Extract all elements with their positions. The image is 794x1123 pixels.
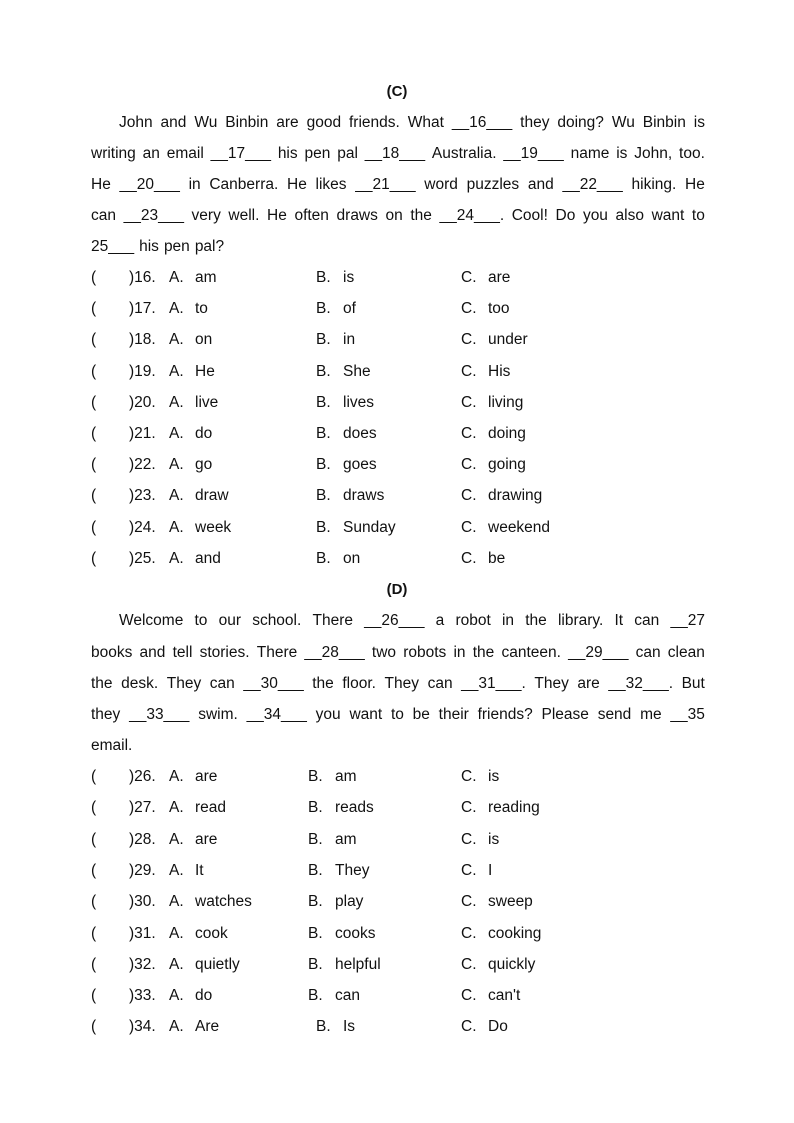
option-c-label: C. [461, 861, 477, 879]
option-b-text: of [343, 300, 356, 318]
answer-paren: ( [91, 425, 97, 442]
word: pen [163, 238, 190, 255]
word: want [651, 207, 685, 224]
option-a-text: week [195, 518, 232, 536]
option-c-text: cooking [488, 924, 542, 942]
word: can [635, 644, 661, 661]
option-a-label: A. [169, 456, 184, 474]
word: library. [557, 612, 604, 629]
option-c-text: I [488, 861, 493, 879]
word: the [312, 675, 334, 692]
option-b-label: B. [308, 799, 323, 817]
question-number: )19. [129, 362, 156, 380]
word: and [139, 644, 166, 661]
option-a-text: am [195, 269, 217, 286]
option-b-label: B. [316, 1018, 331, 1036]
word: good [306, 114, 342, 131]
question-number: )22. [129, 456, 156, 474]
option-c-label: C. [461, 487, 477, 505]
option-b-text: on [343, 549, 361, 567]
option-b-label: B. [308, 830, 323, 848]
option-c-text: is [488, 768, 500, 785]
answer-paren: ( [91, 549, 97, 567]
word: me [640, 706, 662, 723]
option-a-label: A. [169, 924, 184, 942]
option-c-label: C. [461, 425, 477, 442]
blank-26: __26___ [364, 612, 425, 629]
blank-29: __29___ [568, 644, 629, 661]
option-b-label: B. [308, 955, 323, 973]
word: But [681, 675, 705, 692]
word: robots [403, 644, 447, 661]
question-number: )27. [129, 799, 156, 817]
word: his [277, 145, 298, 162]
option-c-text: are [488, 269, 511, 286]
word: likes [315, 176, 347, 193]
option-a-label: A. [169, 300, 184, 318]
option-b-label: B. [316, 549, 331, 567]
question-number: )29. [129, 861, 156, 879]
option-a-text: on [195, 331, 213, 349]
word: the [410, 207, 432, 224]
option-c-text: Do [488, 1018, 508, 1036]
option-a-text: draw [195, 487, 229, 505]
answer-paren: ( [91, 300, 97, 318]
option-a-label: A. [169, 549, 184, 567]
option-b-label: B. [316, 393, 331, 411]
option-a-label: A. [169, 1018, 184, 1036]
option-c-label: C. [461, 456, 477, 474]
word: Australia. [431, 145, 497, 162]
blank-17: __17___ [210, 145, 271, 162]
word: well. [228, 207, 260, 224]
answer-paren: ( [91, 830, 97, 848]
blank-30: __30___ [243, 675, 304, 692]
blank-16: __16___ [451, 114, 513, 131]
answer-paren: ( [91, 893, 97, 911]
word: are [276, 114, 299, 131]
question-number: )21. [129, 425, 156, 442]
section-c-passage-line-5 [91, 237, 705, 257]
word: email [166, 145, 204, 162]
section-d-heading: (D) [386, 581, 408, 598]
word: desk. [121, 675, 159, 692]
option-c-text: His [488, 362, 511, 380]
answer-paren: ( [91, 393, 97, 411]
option-c-text: reading [488, 799, 540, 817]
word: Canberra. [209, 176, 279, 193]
option-b-text: am [335, 830, 357, 848]
option-a-label: A. [169, 362, 184, 380]
question-number: )31. [129, 924, 156, 942]
word: stories. [199, 644, 250, 661]
word: They [166, 675, 202, 692]
option-a-text: read [195, 799, 227, 817]
answer-paren: ( [91, 955, 97, 973]
option-b-text: can [335, 987, 360, 1005]
option-b-text: reads [335, 799, 374, 817]
blank-19: __19___ [503, 145, 564, 162]
option-a-text: do [195, 425, 213, 442]
option-b-label: B. [308, 861, 323, 879]
word: and [527, 176, 554, 193]
word: very [191, 207, 221, 224]
option-a-label: A. [169, 861, 184, 879]
answer-paren: ( [91, 799, 97, 817]
option-b-text: does [343, 425, 377, 442]
question-number: )24. [129, 518, 156, 536]
option-a-label: A. [169, 830, 184, 848]
word: pal? [194, 238, 225, 255]
word: friends? [477, 706, 533, 723]
option-c-text: under [488, 331, 528, 349]
word: name [570, 145, 610, 162]
option-a-label: A. [169, 425, 184, 442]
word: the [472, 644, 495, 661]
question-number: )30. [129, 893, 156, 911]
answer-paren: ( [91, 768, 97, 785]
option-b-label: B. [316, 456, 331, 474]
word: Wu [194, 114, 218, 131]
section-d-passage-line-1 [119, 611, 705, 631]
option-b-label: B. [316, 269, 331, 286]
option-a-label: A. [169, 987, 184, 1005]
word: the [91, 675, 113, 692]
option-b-label: B. [308, 987, 323, 1005]
option-c-text: living [488, 393, 524, 411]
blank-18: __18___ [364, 145, 426, 162]
blank-23: __23___ [123, 207, 184, 224]
option-b-label: B. [308, 893, 323, 911]
option-c-label: C. [461, 269, 477, 286]
option-a-text: do [195, 987, 213, 1005]
word: clean [667, 644, 705, 661]
word: John, [634, 145, 673, 162]
word: the [525, 612, 547, 629]
section-d-passage-line-4 [91, 705, 705, 725]
blank-31: __31___. [461, 675, 526, 692]
section-c-heading: (C) [386, 83, 408, 100]
question-number: )26. [129, 768, 156, 785]
blank-33: __33___ [129, 706, 190, 723]
word: It [614, 612, 624, 629]
word: doing? [557, 114, 604, 131]
option-b-text: lives [343, 393, 375, 411]
option-a-text: He [195, 362, 215, 380]
option-a-text: to [195, 300, 208, 318]
word: Please [541, 706, 589, 723]
word: also [615, 207, 644, 224]
blank-22: __22___ [562, 176, 623, 193]
question-number: )17. [129, 300, 156, 318]
question-number: )25. [129, 549, 156, 567]
option-a-text: are [195, 768, 218, 785]
option-b-text: Sunday [343, 518, 396, 536]
option-a-label: A. [169, 269, 184, 286]
option-b-text: in [343, 331, 356, 349]
option-c-label: C. [461, 955, 477, 973]
question-number: )20. [129, 393, 156, 411]
option-c-label: C. [461, 549, 477, 567]
word: floor. [342, 675, 376, 692]
option-c-label: C. [461, 518, 477, 536]
section-d-passage-line-5 [91, 736, 705, 756]
option-a-label: A. [169, 768, 184, 785]
word: to [691, 207, 705, 224]
option-a-label: A. [169, 955, 184, 973]
word: There [256, 644, 298, 661]
word: often [294, 207, 329, 224]
word: There [312, 612, 353, 629]
word: pal [337, 145, 358, 162]
answer-paren: ( [91, 924, 97, 942]
section-c-passage-line-1 [119, 113, 705, 133]
section-d-passage-line-3 [91, 674, 705, 694]
word: Binbin [642, 114, 686, 131]
option-a-label: A. [169, 331, 184, 349]
word: Binbin [225, 114, 269, 131]
word: is [693, 114, 705, 131]
section-c-passage-line-3 [91, 175, 705, 195]
blank-27: __27 [670, 612, 705, 629]
answer-paren: ( [91, 331, 97, 349]
answer-paren: ( [91, 861, 97, 879]
option-a-text: It [195, 861, 204, 879]
option-c-text: too [488, 300, 510, 318]
blank-20: __20___ [119, 176, 180, 193]
word: they [520, 114, 550, 131]
option-a-label: A. [169, 518, 184, 536]
section-c-passage-line-4 [91, 206, 705, 226]
option-c-text: can't [488, 987, 521, 1005]
word: in [188, 176, 201, 193]
word: to [390, 706, 404, 723]
answer-paren: ( [91, 487, 97, 505]
option-a-text: cook [195, 924, 228, 942]
question-number: )23. [129, 487, 156, 505]
option-a-text: watches [195, 893, 252, 911]
option-c-text: drawing [488, 487, 543, 505]
word: send [597, 706, 632, 723]
option-a-text: live [195, 393, 219, 411]
option-c-label: C. [461, 799, 477, 817]
option-b-label: B. [316, 425, 331, 442]
question-number: )16. [129, 269, 156, 286]
blank-24: __24___. [439, 207, 505, 224]
option-c-text: doing [488, 425, 526, 442]
word: pen [304, 145, 331, 162]
option-b-text: They [335, 861, 370, 879]
word: a [435, 612, 445, 629]
word: What [407, 114, 444, 131]
question-number: )33. [129, 987, 156, 1005]
blank-25: 25___ [91, 238, 135, 255]
word: He [91, 176, 111, 193]
word: He [685, 176, 705, 193]
option-b-label: B. [316, 300, 331, 318]
option-b-text: Is [343, 1018, 356, 1036]
answer-paren: ( [91, 1018, 97, 1036]
word: two [371, 644, 397, 661]
word: to [194, 612, 208, 629]
word: swim. [198, 706, 238, 723]
word: books [91, 644, 133, 661]
word: can [427, 675, 453, 692]
word: school. [252, 612, 302, 629]
word: want [349, 706, 383, 723]
option-a-label: A. [169, 799, 184, 817]
word: can [209, 675, 235, 692]
option-c-text: is [488, 830, 500, 848]
option-b-label: B. [316, 331, 331, 349]
option-a-label: A. [169, 487, 184, 505]
option-a-text: and [195, 549, 221, 567]
option-b-label: B. [308, 768, 323, 785]
blank-35: __35 [670, 706, 705, 723]
option-b-text: helpful [335, 955, 381, 973]
word: their [438, 706, 469, 723]
blank-32: __32___. [608, 675, 674, 692]
answer-paren: ( [91, 456, 97, 474]
option-c-label: C. [461, 893, 477, 911]
option-b-text: is [343, 269, 355, 286]
word: on [385, 207, 403, 224]
option-b-label: B. [308, 924, 323, 942]
word: too. [679, 145, 705, 162]
option-c-label: C. [461, 924, 477, 942]
option-a-label: A. [169, 393, 184, 411]
option-c-text: quickly [488, 955, 536, 973]
option-c-label: C. [461, 300, 477, 318]
word: draws [336, 207, 378, 224]
blank-28: __28___ [304, 644, 365, 661]
answer-paren: ( [91, 269, 97, 286]
word: hiking. [631, 176, 677, 193]
option-b-label: B. [316, 518, 331, 536]
option-c-label: C. [461, 987, 477, 1005]
word: puzzles [466, 176, 520, 193]
option-c-label: C. [461, 331, 477, 349]
word: canteen. [501, 644, 561, 661]
answer-paren: ( [91, 362, 97, 380]
option-c-label: C. [461, 1018, 477, 1036]
option-a-text: quietly [195, 955, 240, 973]
option-b-label: B. [316, 487, 331, 505]
word: and [160, 114, 187, 131]
word: in [501, 612, 515, 629]
word: an [142, 145, 160, 162]
word: can [91, 207, 116, 224]
option-b-text: draws [343, 487, 385, 505]
word: our [218, 612, 242, 629]
option-c-label: C. [461, 362, 477, 380]
section-d-passage-line-2 [91, 643, 705, 663]
word: you [315, 706, 341, 723]
question-number: )28. [129, 830, 156, 848]
word: word [424, 176, 458, 193]
option-c-text: be [488, 549, 506, 567]
option-b-text: play [335, 893, 364, 911]
option-c-text: weekend [488, 518, 551, 536]
option-c-text: going [488, 456, 526, 474]
question-number: )34. [129, 1018, 156, 1036]
option-a-text: Are [195, 1018, 220, 1036]
option-a-text: go [195, 456, 213, 474]
answer-paren: ( [91, 518, 97, 536]
word: email. [91, 737, 133, 754]
word: They [384, 675, 420, 692]
word: be [412, 706, 430, 723]
option-c-label: C. [461, 393, 477, 411]
blank-21: __21___ [355, 176, 416, 193]
word: are [577, 675, 600, 692]
word: He [287, 176, 307, 193]
word: John [119, 114, 153, 131]
answer-paren: ( [91, 987, 97, 1005]
option-b-text: am [335, 768, 357, 785]
word: can [634, 612, 660, 629]
option-b-label: B. [316, 362, 331, 380]
word: they [91, 706, 121, 723]
word: robot [455, 612, 491, 629]
word: friends. [349, 114, 400, 131]
word: tell [172, 644, 193, 661]
option-c-label: C. [461, 768, 477, 785]
option-a-label: A. [169, 893, 184, 911]
word: He [267, 207, 287, 224]
word: Cool! [511, 207, 548, 224]
option-c-label: C. [461, 830, 477, 848]
word: in [453, 644, 466, 661]
word: Welcome [119, 612, 184, 629]
word: is [616, 145, 628, 162]
option-c-text: sweep [488, 893, 533, 911]
word: his [139, 238, 159, 255]
question-number: )18. [129, 331, 156, 349]
word: They [534, 675, 569, 692]
option-b-text: She [343, 362, 371, 380]
option-b-text: cooks [335, 924, 376, 942]
blank-34: __34___ [246, 706, 307, 723]
word: writing [91, 145, 136, 162]
word: Do [555, 207, 576, 224]
option-b-text: goes [343, 456, 377, 474]
question-number: )32. [129, 955, 156, 973]
section-c-passage-line-2 [91, 144, 705, 164]
option-a-text: are [195, 830, 218, 848]
word: you [582, 207, 608, 224]
word: Wu [611, 114, 635, 131]
